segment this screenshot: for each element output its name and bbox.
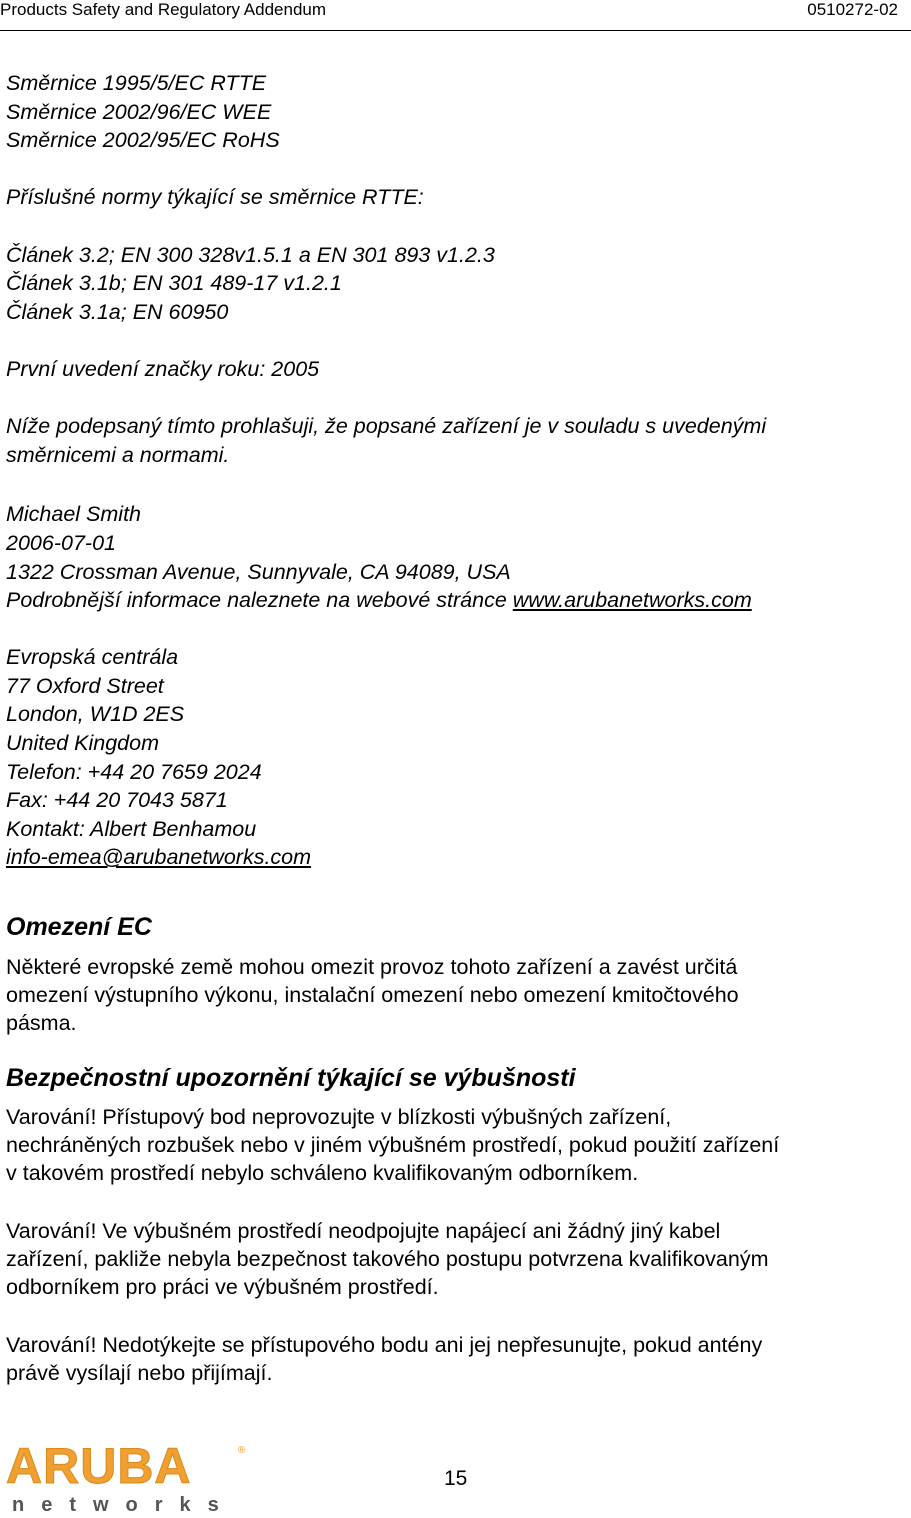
- warning-paragraph-3: [6, 1331, 911, 1387]
- article-line: Článek 3.2; EN 300 328v1.5.1 a EN 301 893 v1.2.3: [6, 242, 495, 267]
- declaration-block: [6, 69, 908, 872]
- declaration-line: Níže podepsaný tímto prohlašuji, že popsané zařízení je v souladu s uvedenými: [6, 414, 767, 439]
- directive-line: Směrnice 2002/96/EC WEE: [6, 99, 272, 124]
- hq-city: London, W1D 2ES: [6, 702, 185, 727]
- document-title: Products Safety and Regulatory Addendum: [0, 0, 327, 19]
- hq-phone: Telefon: +44 20 7659 2024: [6, 759, 262, 784]
- warning-paragraph-1: [6, 1103, 911, 1187]
- hq-contact: Kontakt: Albert Benhamou: [6, 816, 257, 841]
- signatory-address: 1322 Crossman Avenue, Sunnyvale, CA 94089, USA: [6, 559, 511, 584]
- first-mark-line: První uvedení značky roku: 2005: [6, 356, 320, 381]
- para-line: v takovém prostředí nebylo schváleno kvalifikovaným odborníkem.: [6, 1161, 639, 1185]
- logo-word: ARUBA: [6, 1441, 192, 1494]
- hq-country: United Kingdom: [6, 731, 159, 756]
- para-line: odborníkem pro práci ve výbušném prostředí.: [6, 1275, 439, 1299]
- para-line: Některé evropské země mohou omezit provoz tohoto zařízení a zavést určitá: [6, 955, 738, 979]
- directive-line: Směrnice 2002/95/EC RoHS: [6, 128, 280, 153]
- registered-mark: ®: [238, 1445, 246, 1456]
- para-line: Varování! Nedotýkejte se přístupového bodu ani jej nepřesunujte, pokud antény: [6, 1333, 763, 1357]
- para-line: zařízení, pakliže nebyla bezpečnost takového postupu potvrzena kvalifikovaným: [6, 1247, 769, 1271]
- norms-heading: Příslušné normy týkající se směrnice RTTE:: [6, 185, 424, 210]
- signatory-date: 2006-07-01: [6, 530, 116, 555]
- declaration-line: směrnicemi a normami.: [6, 442, 230, 467]
- signatory-name: Michael Smith: [6, 502, 142, 527]
- aruba-logo-icon: [4, 1441, 254, 1513]
- para-line: nechráněných rozbušek nebo v jiném výbušném prostředí, pokud použití zařízení: [6, 1133, 780, 1157]
- website-link[interactable]: www.arubanetworks.com: [512, 588, 752, 613]
- directive-line: Směrnice 1995/5/EC RTTE: [6, 71, 267, 95]
- ec-restrictions-text: [6, 953, 911, 1037]
- hq-title: Evropská centrála: [6, 645, 179, 670]
- logo-sub: networks: [12, 1494, 236, 1513]
- article-line: Článek 3.1b; EN 301 489-17 v1.2.1: [6, 271, 342, 296]
- email-link[interactable]: info-emea@arubanetworks.com: [6, 845, 312, 870]
- page-number: 15: [444, 1467, 468, 1490]
- ec-restrictions-heading: Omezení EC: [6, 913, 152, 941]
- para-line: omezení výstupního výkonu, instalační omezení nebo omezení kmitočtového: [6, 983, 739, 1007]
- para-line: právě vysílají nebo přijímají.: [6, 1361, 273, 1385]
- hq-street: 77 Oxford Street: [6, 673, 164, 698]
- para-line: Varování! Ve výbušném prostředí neodpojujte napájecí ani žádný jiný kabel: [6, 1219, 721, 1243]
- hq-fax: Fax: +44 20 7043 5871: [6, 788, 228, 813]
- page-header: [0, 0, 911, 31]
- para-line: pásma.: [6, 1011, 77, 1035]
- para-line: Varování! Přístupový bod neprovozujte v blízkosti výbušných zařízení,: [6, 1105, 672, 1129]
- warning-paragraph-2: [6, 1217, 911, 1301]
- article-line: Článek 3.1a; EN 60950: [6, 299, 229, 324]
- info-text: Podrobnější informace naleznete na webové stránce: [6, 588, 513, 613]
- document-number: 0510272-02: [807, 0, 898, 19]
- aruba-networks-logo: [4, 1441, 254, 1518]
- info-line: [6, 586, 908, 615]
- explosive-safety-heading: Bezpečnostní upozornění týkající se výbušnosti: [6, 1064, 576, 1092]
